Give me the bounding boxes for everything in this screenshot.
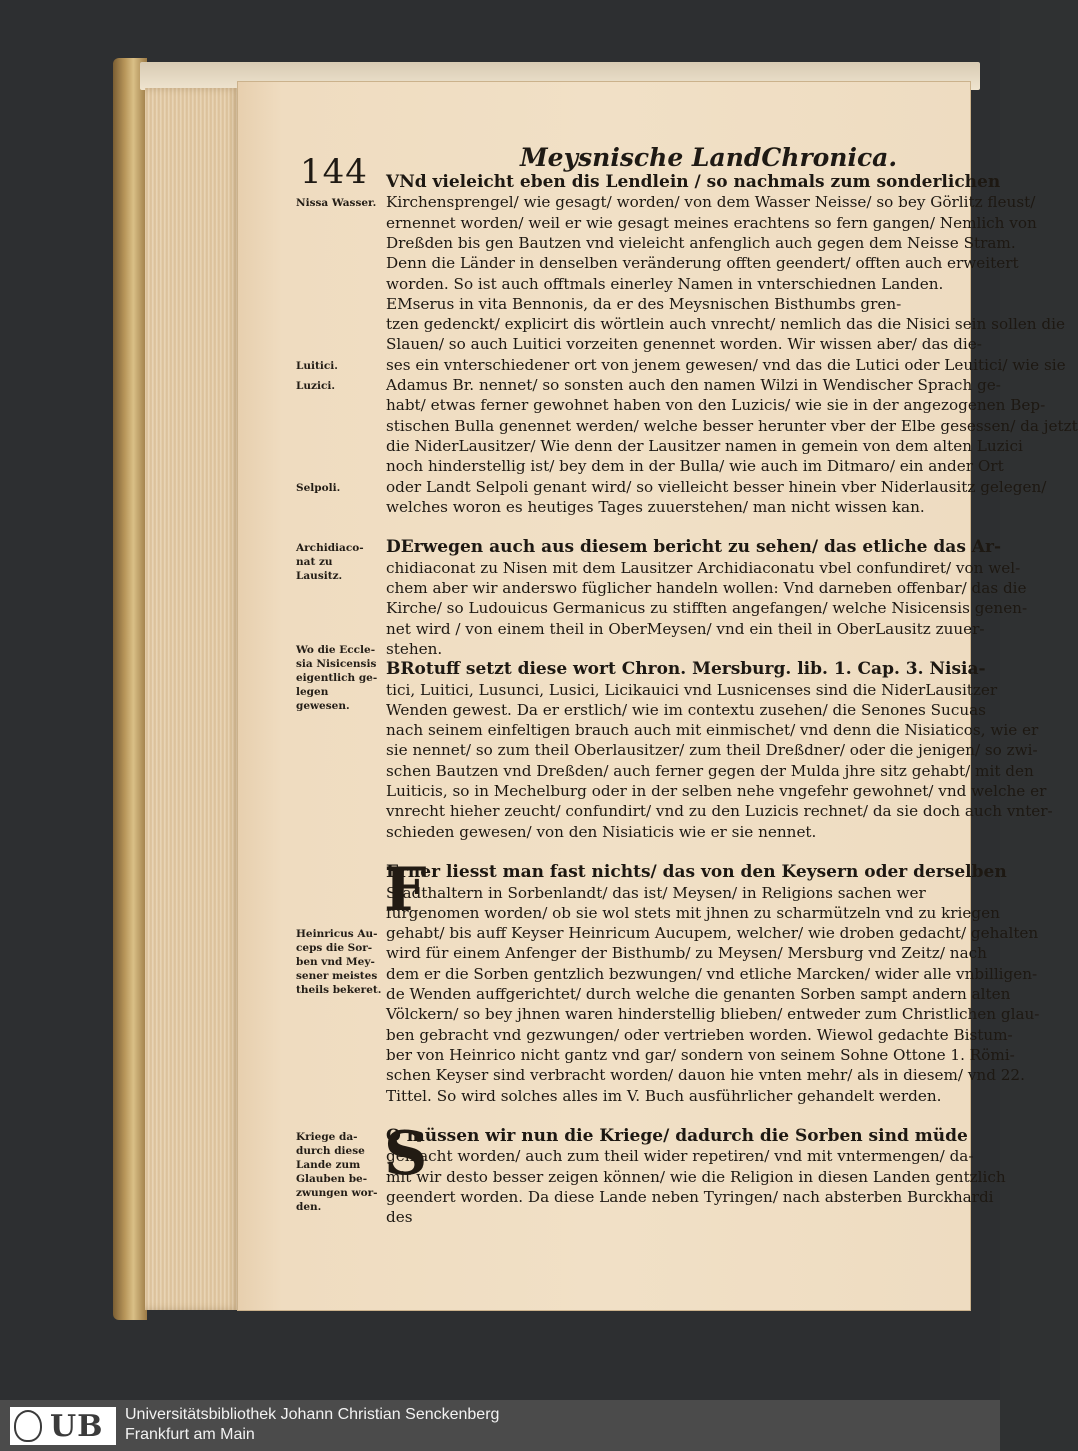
text-line: welches woron es heutiges Tages zuuerstehen/ man nicht wissen kan. bbox=[386, 497, 925, 516]
text-line: stischen Bulla genennet werden/ welche besser herunter vber der Elbe gesessen/ da jetzt bbox=[386, 416, 1078, 435]
text-line: BRotuff setzt diese wort Chron. Mersburg. lib. 1. Cap. 3. Nisia- bbox=[386, 659, 986, 680]
seal-icon bbox=[14, 1410, 42, 1442]
text-line: net wird / von einem theil in OberMeysen/ vnd ein theil in OberLausitz zuuer- bbox=[386, 619, 985, 638]
initial-letter: S bbox=[384, 1119, 428, 1190]
text-line: Adamus Br. nennet/ so sonsten auch den namen Wilzi in Wendischer Sprach ge- bbox=[386, 376, 1001, 394]
text-line: vnrecht hieher zeucht/ confundirt/ vnd zu den Luzicis rechnet/ da sie doch auch vnter- bbox=[386, 802, 1053, 821]
text-line: gemacht worden/ auch zum theil wider repetiren/ vnd mit vntermengen/ da- bbox=[386, 1147, 974, 1166]
text-line: stehen. bbox=[386, 639, 443, 658]
library-logo[interactable] bbox=[10, 1407, 116, 1445]
text-line: O müssen wir nun die Kriege/ dadurch die Sorben sind müde bbox=[386, 1126, 968, 1147]
margin-note: Luitici. bbox=[296, 359, 338, 372]
footer-bar bbox=[0, 1400, 1000, 1451]
text-line: worden. So ist auch offtmals einerley Namen in vnterschiednen Landen. bbox=[386, 274, 944, 293]
library-name: Universitätsbibliothek Johann Christian Senckenberg bbox=[125, 1406, 500, 1423]
text-line: chidiaconat zu Nisen mit dem Lausitzer Archidiaconatu vbel confundiret/ von wel- bbox=[386, 558, 1021, 577]
text-line: schieden gewesen/ von den Nisiaticis wie er sie nennet. bbox=[386, 822, 817, 841]
text-line: die NiderLausitzer/ Wie denn der Lausitzer namen in gemein von dem alten Luzici bbox=[386, 436, 1023, 455]
running-head: Meysnische LandChronica. bbox=[520, 143, 898, 172]
text-line: ses ein vnterschiedener ort von jenem gewesen/ vnd das die Lutici oder Leuitici/ wie sie bbox=[386, 355, 1066, 374]
folio-number: 144 bbox=[300, 152, 368, 192]
text-line: gehabt/ bis auff Keyser Heinricum Aucupem, welcher/ wie droben gedacht/ gehalten bbox=[386, 924, 1039, 943]
library-city: Frankfurt am Main bbox=[125, 1426, 255, 1443]
text-line: VNd vieleicht eben dis Lendlein / so nachmals zum sonderlichen bbox=[386, 172, 1001, 192]
text-line: chem aber wir anderswo füglicher handeln wollen: Vnd darneben offenbar/ das die bbox=[386, 579, 1027, 597]
margin-note: Selpoli. bbox=[296, 481, 341, 494]
text-line: de Wenden auffgerichtet/ durch welche die genanten Sorben sampt andern alten bbox=[386, 985, 1011, 1003]
text-line: Stadthaltern in Sorbenlandt/ das ist/ Meysen/ in Religions sachen wer bbox=[386, 883, 926, 902]
text-line: Slauen/ so auch Luitici vorzeiten genennet worden. Wir wissen aber/ das die- bbox=[386, 335, 982, 354]
text-line: sie nennet/ so zum theil Oberlausitzer/ zum theil Dreßdner/ oder die jenigen/ so zwi- bbox=[386, 741, 1038, 760]
text-line: tici, Luitici, Lusunci, Lusici, Licikauici vnd Lusnicenses sind die NiderLausitzer bbox=[386, 680, 998, 699]
text-line: Dreßden bis gen Bautzen vnd vieleicht anfenglich auch gegen dem Neisse Stram. bbox=[386, 233, 1016, 252]
margin-note: Luzici. bbox=[296, 380, 336, 392]
text-line: des bbox=[386, 1208, 413, 1227]
text-line: ernennet worden/ weil er wie gesagt meines erachtens so fern gangen/ Nemlich von bbox=[386, 213, 1037, 232]
text-line: Tittel. So wird solches alles im V. Buch ausführlicher gehandelt werden. bbox=[386, 1086, 942, 1105]
text-line: dem er die Sorben gentzlich bezwungen/ vnd etliche Marcken/ wider alle vnbilligen- bbox=[386, 964, 1038, 983]
text-line: Erner liesst man fast nichts/ das von den Keysern oder derselben bbox=[386, 862, 1007, 883]
margin-note: Heinricus Au-ceps die Sor-ben vnd Mey-sener meistes theils bekeret. bbox=[296, 928, 382, 997]
text-line: schen Bautzen vnd Dreßden/ auch ferner gegen der Mulda jhre sitz gehabt/ mit den bbox=[386, 761, 1034, 780]
text-line: Kirchensprengel/ wie gesagt/ worden/ von dem Wasser Neisse/ so bey Görlitz fleust/ bbox=[386, 193, 1036, 212]
text-line: fürgenomen worden/ ob sie wol stets mit jhnen zu scharmützeln vnd zu kriegen bbox=[386, 903, 1000, 922]
text-line: ber von Heinrico nicht gantz vnd gar/ sondern von seinem Sohne Ottone 1. Römi- bbox=[386, 1045, 1015, 1064]
text-line: tzen gedenckt/ explicirt dis wörtlein auch vnrecht/ nemlich das die Nisici sein sollen die bbox=[386, 315, 1065, 334]
text-line: Kirche/ so Ludouicus Germanicus zu stifften angefangen/ welche Nisicensis genen- bbox=[386, 599, 1028, 618]
text-line: mit wir desto besser zeigen können/ wie die Religion in diesen Landen gentzlich bbox=[386, 1167, 1006, 1186]
text-line: Völckern/ so bey jhnen waren hinderstellig blieben/ entweder zum Christlichen glau- bbox=[386, 1005, 1040, 1024]
margin-note: Archidiaco-nat zu Lausitz. bbox=[296, 542, 364, 583]
text-line: oder Landt Selpoli genant wird/ so vielleicht besser hinein vber Niderlausitz gelegen/ bbox=[386, 477, 1047, 496]
text-line: ben gebracht vnd gezwungen/ oder vertrieben worden. Wiewol gedachte Bistum- bbox=[386, 1025, 1013, 1044]
margin-note: Wo die Eccle-sia Nisicensis eigentlich ge-legen gewesen. bbox=[296, 643, 378, 712]
text-line: habt/ etwas ferner gewohnet haben von den Luzicis/ wie sie in der angezogenen Bep- bbox=[386, 396, 1046, 415]
margin-note: Nissa Wasser. bbox=[296, 197, 377, 210]
text-line: geendert worden. Da diese Lande neben Tyringen/ nach absterben Burckhardi bbox=[386, 1188, 994, 1206]
text-line: Wenden gewest. Da er erstlich/ wie im contextu zusehen/ die Senones Sucuas bbox=[386, 700, 986, 719]
text-line: Denn die Länder in denselben veränderung offten geendert/ offten auch erweitert bbox=[386, 254, 1019, 273]
margin-note: Kriege da-durch diese Lande zum Glauben be-zwungen wor-den. bbox=[296, 1131, 378, 1214]
text-line: schen Keyser sind verbracht worden/ dauon hie vnten mehr/ als in diesem/ vnd 22. bbox=[386, 1066, 1025, 1085]
logo-text: UB bbox=[50, 1409, 104, 1444]
initial-letter: F bbox=[384, 855, 427, 926]
text-line: EMserus in vita Bennonis, da er des Meysnischen Bisthumbs gren- bbox=[386, 294, 902, 313]
text-line: Luiticis, so in Mechelburg oder in der selben nehe vngefehr gewohnet/ vnd welche er bbox=[386, 782, 1047, 800]
text-line: nach seinem einfeltigen brauch auch mit einmischet/ vnd denn die Nisiaticos, wie er bbox=[386, 721, 1039, 740]
book-spine bbox=[113, 58, 147, 1320]
text-line: wird für einem Anfenger der Bisthumb/ zu Meysen/ Mersburg vnd Zeitz/ nach bbox=[386, 944, 987, 963]
text-line: noch hinderstellig ist/ bey dem in der Bulla/ wie auch im Ditmaro/ ein ander Ort bbox=[386, 457, 1004, 476]
text-line: DErwegen auch aus diesem bericht zu sehen/ das etliche das Ar- bbox=[386, 537, 1002, 558]
page-edges bbox=[145, 88, 241, 1310]
